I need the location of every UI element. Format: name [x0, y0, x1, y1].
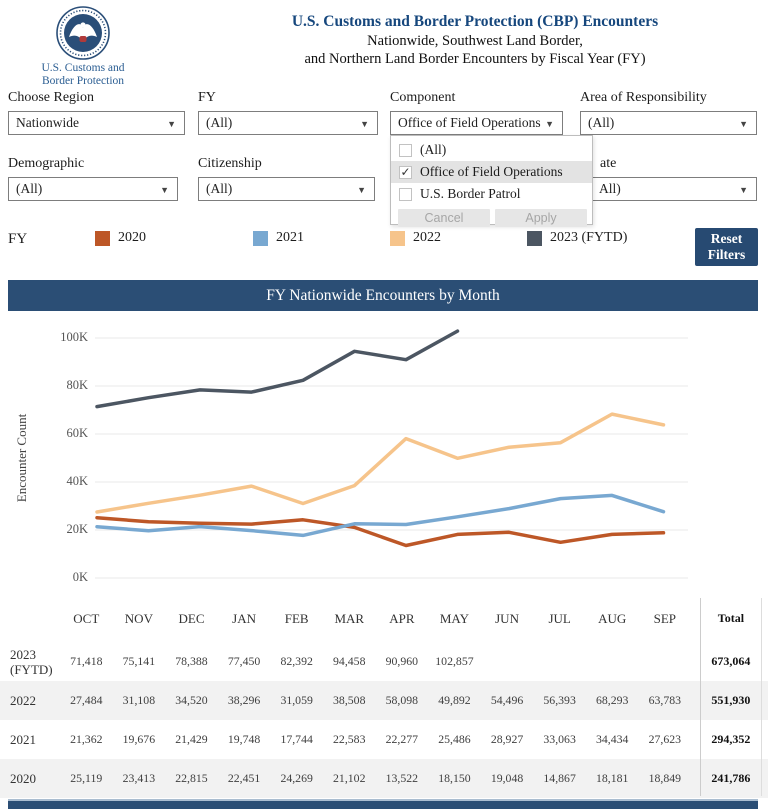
series-line-2023-fytd-[interactable]	[97, 331, 458, 407]
choose-region-select[interactable]	[8, 111, 185, 135]
month-value-cell: 14,867	[543, 771, 576, 785]
month-value-cell: 21,429	[175, 732, 208, 746]
citizenship-select[interactable]	[198, 177, 375, 201]
cbp-seal-icon	[56, 6, 110, 60]
month-header-cell: MAY	[439, 610, 470, 626]
demographic-value: (All)	[16, 181, 43, 196]
dropdown-item-label: U.S. Border Patrol	[420, 186, 521, 201]
month-value-cell: 54,496	[490, 693, 524, 707]
month-value-cell: 102,857	[435, 654, 474, 668]
caret-down-icon: ▼	[739, 185, 748, 195]
month-header-cell: JUN	[495, 610, 519, 626]
table-row	[0, 720, 768, 759]
y-axis-tick-label: 0K	[72, 570, 88, 584]
row-year-label: 2021	[10, 732, 36, 747]
reset-filters-line2: Filters	[707, 247, 746, 262]
checkbox-checked-icon[interactable]: ✓	[400, 164, 411, 179]
y-axis-tick-label: 80K	[66, 378, 88, 392]
month-value-cell: 22,277	[385, 732, 419, 746]
apply-button[interactable]: Apply	[495, 209, 587, 227]
table-row	[0, 681, 768, 720]
month-value-cell: 82,392	[280, 654, 313, 668]
month-value-cell: 18,181	[596, 771, 629, 785]
encounters-line-chart[interactable]	[0, 318, 768, 600]
legend-item[interactable]	[527, 230, 627, 246]
table-header-row	[0, 595, 768, 642]
month-value-cell: 38,296	[227, 693, 261, 707]
table-row	[0, 642, 768, 681]
month-value-cell: 27,623	[648, 732, 682, 746]
monthly-encounters-table	[0, 595, 768, 798]
legend-item[interactable]	[95, 230, 146, 246]
month-value-cell: 23,413	[122, 771, 156, 785]
legend-swatch	[253, 231, 268, 246]
total-value-cell: 241,786	[711, 771, 751, 785]
month-header-cell: NOV	[124, 610, 153, 626]
month-header-cell: DEC	[178, 610, 205, 626]
month-value-cell: 22,815	[175, 771, 208, 785]
month-value-cell: 25,119	[70, 771, 103, 785]
month-value-cell: 28,927	[490, 732, 524, 746]
logo-caption-line1: U.S. Customs and	[41, 62, 125, 74]
logo-caption-line2: Border Protection	[41, 75, 125, 87]
y-axis-title: Encounter Count	[14, 413, 29, 503]
month-value-cell: 19,676	[122, 732, 156, 746]
month-header-cell: SEP	[653, 610, 677, 626]
month-value-cell: 58,098	[385, 693, 419, 707]
month-value-cell: 71,418	[70, 654, 103, 668]
occluded-filter-select[interactable]	[580, 177, 757, 201]
month-header-cell: JUL	[548, 610, 571, 626]
y-axis-tick-label: 60K	[66, 426, 88, 440]
table-right-border	[761, 598, 762, 796]
checkbox-icon[interactable]	[399, 144, 412, 157]
legend-swatch	[527, 231, 542, 246]
month-value-cell: 19,748	[227, 732, 261, 746]
component-filter-dropdown-panel	[390, 135, 593, 225]
area-of-responsibility-select[interactable]	[580, 111, 757, 135]
occluded-filter-value-fragment: All)	[599, 181, 621, 196]
dropdown-item[interactable]	[391, 183, 592, 205]
month-value-cell: 34,434	[596, 732, 629, 746]
month-value-cell: 56,393	[543, 693, 576, 707]
series-line-2021[interactable]	[97, 495, 664, 535]
month-value-cell: 22,583	[333, 732, 366, 746]
month-value-cell: 90,960	[385, 654, 419, 668]
month-header-cell: APR	[389, 610, 415, 626]
component-select[interactable]	[390, 111, 563, 135]
reset-filters-line1: Reset	[710, 231, 743, 246]
legend-label: 2020	[118, 230, 146, 245]
caret-down-icon: ▼	[360, 119, 369, 129]
month-header-cell: MAR	[334, 610, 365, 626]
component-label: Component	[390, 90, 456, 105]
total-value-cell: 673,064	[711, 654, 751, 668]
month-value-cell: 17,744	[280, 732, 313, 746]
month-value-cell: 75,141	[122, 654, 156, 668]
table-row	[0, 759, 768, 798]
cancel-button[interactable]: Cancel	[398, 209, 490, 227]
dropdown-item-label: Office of Field Operations	[420, 164, 563, 179]
y-axis-tick-label: 100K	[60, 330, 88, 344]
total-value-cell: 551,930	[711, 693, 751, 707]
month-value-cell: 34,520	[175, 693, 208, 707]
fy-filter-label: FY	[198, 90, 216, 105]
month-value-cell: 33,063	[543, 732, 576, 746]
total-header-cell: Total	[717, 611, 745, 625]
month-header-cell: FEB	[284, 610, 309, 626]
month-value-cell: 18,849	[648, 771, 682, 785]
caret-down-icon: ▼	[167, 119, 176, 129]
legend-swatch	[390, 231, 405, 246]
legend-label: 2022	[413, 230, 441, 245]
table-total-separator	[700, 598, 701, 796]
month-value-cell: 63,783	[648, 693, 682, 707]
series-line-2020[interactable]	[97, 518, 664, 546]
bottom-section-bar	[8, 799, 758, 809]
page-subtitle-line2: and Northern Land Border Encounters by Fiscal Year (FY)	[304, 51, 646, 67]
total-value-cell: 294,352	[711, 732, 751, 746]
month-value-cell: 22,451	[227, 771, 261, 785]
row-year-label: 2020	[10, 771, 36, 786]
chart-title-bar: FY Nationwide Encounters by Month	[8, 280, 758, 311]
month-value-cell: 24,269	[280, 771, 313, 785]
month-value-cell: 27,484	[70, 693, 103, 707]
citizenship-label: Citizenship	[198, 156, 262, 171]
month-value-cell: 19,048	[490, 771, 524, 785]
caret-down-icon: ▼	[739, 119, 748, 129]
choose-region-label: Choose Region	[8, 90, 94, 105]
legend-item[interactable]	[390, 230, 441, 246]
month-value-cell: 78,388	[175, 654, 208, 668]
row-year-label: 2023 (FYTD)	[10, 646, 53, 677]
y-axis-tick-label: 20K	[66, 522, 88, 536]
reset-filters-button[interactable]	[695, 228, 758, 266]
legend-label: 2021	[276, 230, 304, 245]
fy-select[interactable]	[198, 111, 378, 135]
month-value-cell: 94,458	[333, 654, 366, 668]
fy-legend-title: FY	[8, 231, 28, 247]
caret-down-icon: ▼	[545, 119, 554, 129]
month-value-cell: 13,522	[385, 771, 419, 785]
checkbox-icon[interactable]	[399, 188, 412, 201]
logo-caption	[6, 62, 160, 88]
dropdown-item[interactable]	[391, 139, 592, 161]
month-value-cell: 38,508	[333, 693, 366, 707]
month-value-cell: 68,293	[596, 693, 629, 707]
caret-down-icon: ▼	[160, 185, 169, 195]
occluded-filter-label-fragment: ate	[600, 156, 617, 171]
month-header-cell: OCT	[73, 610, 100, 626]
month-value-cell: 31,108	[122, 693, 156, 707]
month-value-cell: 21,102	[333, 771, 366, 785]
month-value-cell: 21,362	[70, 732, 103, 746]
row-year-label: 2022	[10, 693, 36, 708]
month-value-cell: 25,486	[438, 732, 471, 746]
legend-swatch	[95, 231, 110, 246]
legend-label: 2023 (FYTD)	[550, 230, 628, 245]
area-of-responsibility-label: Area of Responsibility	[580, 90, 707, 105]
dropdown-item[interactable]	[391, 161, 592, 183]
citizenship-value: (All)	[206, 181, 233, 196]
month-value-cell: 49,892	[438, 693, 471, 707]
y-axis-tick-label: 40K	[66, 474, 88, 488]
dropdown-item-label: (All)	[420, 142, 447, 157]
month-value-cell: 18,150	[438, 771, 471, 785]
demographic-label: Demographic	[8, 156, 85, 171]
fy-value: (All)	[206, 115, 233, 130]
month-value-cell: 77,450	[227, 654, 261, 668]
area-of-responsibility-value: (All)	[588, 115, 615, 130]
page-title: U.S. Customs and Border Protection (CBP) Encounters	[291, 13, 659, 30]
legend-item[interactable]	[253, 230, 304, 246]
caret-down-icon: ▼	[357, 185, 366, 195]
month-value-cell: 31,059	[280, 693, 313, 707]
demographic-select[interactable]	[8, 177, 178, 201]
month-header-cell: JAN	[232, 610, 256, 626]
page-subtitle-line1: Nationwide, Southwest Land Border,	[367, 33, 583, 49]
component-value: Office of Field Operations	[398, 115, 541, 130]
month-header-cell: AUG	[598, 610, 627, 626]
choose-region-value: Nationwide	[16, 115, 79, 130]
